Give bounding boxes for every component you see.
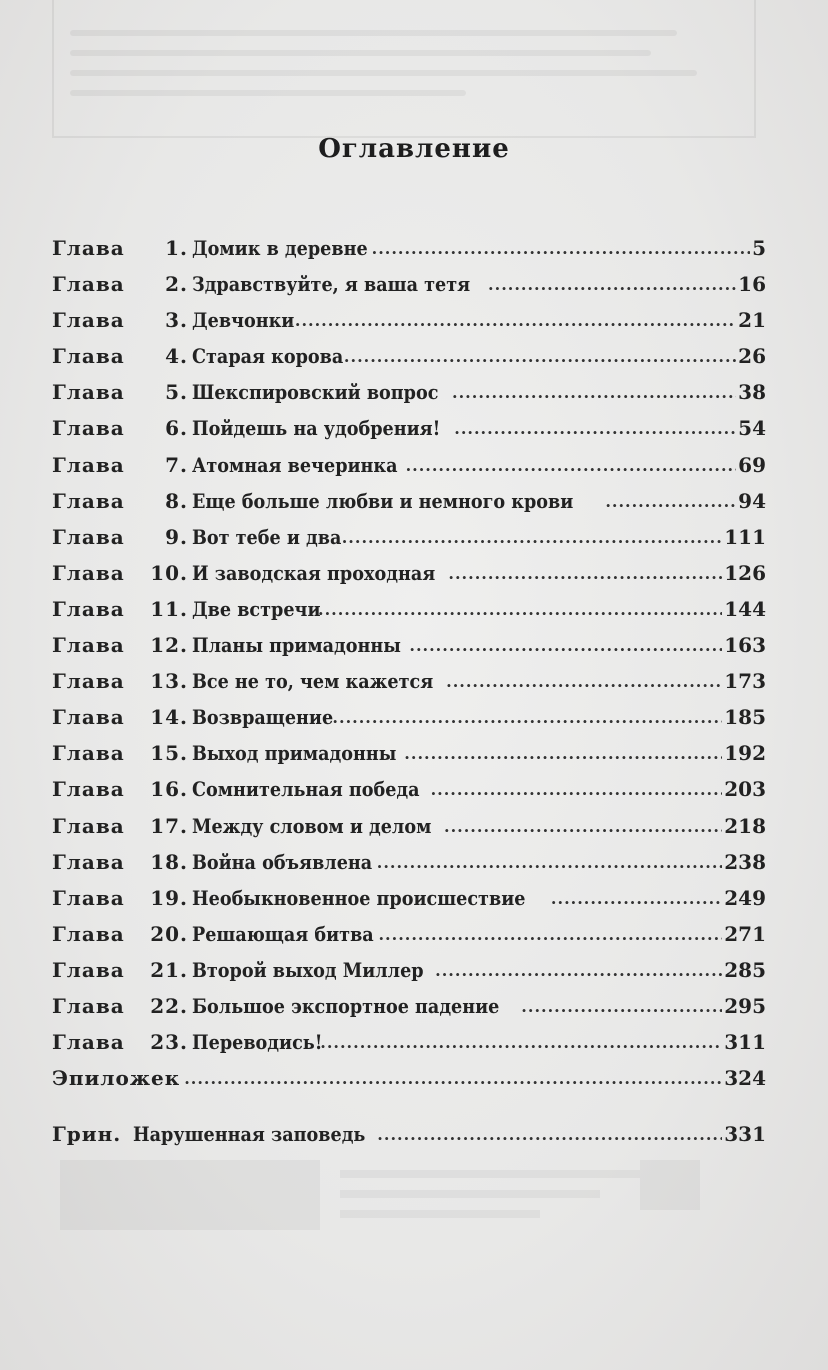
chapter-title: Возвращение <box>192 705 334 730</box>
entry-label <box>52 633 192 657</box>
table-of-contents <box>52 236 766 1158</box>
leader-dots <box>377 853 722 872</box>
chapter-title: Здравствуйте, я ваша тетя <box>192 272 471 297</box>
entry-label <box>52 1122 121 1146</box>
chapter-title: Решающая битва <box>192 921 374 946</box>
entry-label <box>52 705 192 729</box>
entry-label <box>52 1030 192 1054</box>
toc-entry <box>52 236 766 272</box>
leader-dots <box>318 600 722 619</box>
chapter-title: Еще больше любви и немного крови <box>192 488 574 513</box>
page-number: 69 <box>738 452 766 477</box>
leader-dots <box>444 817 722 836</box>
chapter-number: 8. <box>165 488 188 513</box>
entry-prefix: Глава <box>52 596 125 621</box>
entry-label <box>52 453 192 477</box>
toc-entry <box>52 814 766 850</box>
leader-dots <box>435 961 722 980</box>
entry-label <box>52 525 192 549</box>
toc-entry <box>52 777 766 813</box>
chapter-title: Сомнительная победа <box>192 777 420 802</box>
leader-dots <box>378 925 722 944</box>
leader-dots <box>342 528 723 547</box>
toc-entry <box>52 453 766 489</box>
page-number: 324 <box>724 1066 766 1091</box>
toc-entry <box>52 525 766 561</box>
chapter-number: 11. <box>150 596 188 621</box>
chapter-title: Все не то, чем кажется <box>192 669 434 694</box>
entry-prefix: Глава <box>52 560 125 585</box>
entry-prefix: Глава <box>52 344 125 369</box>
chapter-title: Вот тебе и два <box>192 524 342 549</box>
chapter-number: 12. <box>150 633 188 658</box>
chapter-title: Домик в деревне <box>192 236 368 260</box>
toc-extra <box>52 1122 766 1158</box>
entry-prefix: Глава <box>52 813 125 838</box>
chapter-title: Второй выход Миллер <box>192 957 424 982</box>
leader-dots <box>605 492 736 511</box>
leader-dots <box>377 1125 722 1144</box>
page-number: 163 <box>724 633 766 658</box>
chapter-title: Пойдешь на удобрения! <box>192 416 441 441</box>
chapter-title: Две встречи <box>192 596 321 621</box>
page-number: 54 <box>738 416 766 441</box>
toc-entry <box>52 380 766 416</box>
chapter-number: 2. <box>165 272 188 297</box>
chapter-title: Старая корова <box>192 344 344 369</box>
chapter-title: Атомная вечеринка <box>192 452 398 477</box>
leader-dots <box>452 383 736 402</box>
show-through-text <box>70 30 730 110</box>
entry-label <box>52 814 192 838</box>
leader-dots <box>454 419 736 438</box>
entry-prefix: Глава <box>52 380 125 405</box>
page-number: 144 <box>724 596 766 621</box>
leader-dots <box>344 347 736 366</box>
entry-label <box>52 922 192 946</box>
page-title: Оглавление <box>318 134 510 164</box>
entry-prefix: Глава <box>52 741 125 766</box>
toc-epilogue <box>52 1066 766 1102</box>
toc-entry <box>52 416 766 452</box>
entry-prefix: Глава <box>52 993 125 1018</box>
page-number: 126 <box>724 560 766 585</box>
page-number: 203 <box>724 777 766 802</box>
page-number: 16 <box>738 272 766 297</box>
toc-entry <box>52 958 766 994</box>
leader-dots <box>332 708 722 727</box>
chapter-title: Шекспировский вопрос <box>192 380 439 405</box>
toc-entry <box>52 1030 766 1066</box>
entry-prefix: Глава <box>52 669 125 694</box>
leader-dots <box>551 889 722 908</box>
entry-label <box>52 1066 180 1090</box>
entry-label <box>52 850 192 874</box>
page-number: 218 <box>724 813 766 838</box>
entry-label <box>52 886 192 910</box>
chapter-number: 21. <box>150 957 188 982</box>
entry-prefix: Грин. <box>52 1122 122 1147</box>
chapter-number: 20. <box>150 921 188 946</box>
leader-dots <box>404 744 722 763</box>
chapter-number: 10. <box>150 560 188 585</box>
chapter-number: 23. <box>150 1030 188 1055</box>
chapter-number: 7. <box>165 452 188 477</box>
chapter-title: Выход примадонны <box>192 741 397 766</box>
chapter-number: 17. <box>150 813 188 838</box>
leader-dots <box>184 1069 722 1088</box>
entry-prefix: Глава <box>52 777 125 802</box>
page-number: 249 <box>724 885 766 910</box>
leader-dots <box>488 275 736 294</box>
entry-prefix: Глава <box>52 885 125 910</box>
page-number: 94 <box>738 488 766 513</box>
chapter-number: 1. <box>165 236 188 260</box>
toc-entry <box>52 633 766 669</box>
leader-dots <box>448 564 722 583</box>
entry-label <box>52 489 192 513</box>
leader-dots <box>372 239 750 258</box>
page-number: 331 <box>724 1122 766 1147</box>
page-number: 111 <box>724 524 766 549</box>
toc-entry <box>52 344 766 380</box>
toc-entry <box>52 850 766 886</box>
entry-label <box>52 416 192 440</box>
chapter-number: 18. <box>150 849 188 874</box>
entry-prefix: Глава <box>52 452 125 477</box>
entry-prefix: Глава <box>52 488 125 513</box>
chapter-title: Переводись! <box>192 1030 323 1055</box>
chapter-number: 9. <box>165 524 188 549</box>
leader-dots <box>288 311 736 330</box>
page-number: 185 <box>724 705 766 730</box>
toc-entry <box>52 669 766 705</box>
entry-prefix: Глава <box>52 236 125 260</box>
entry-prefix: Глава <box>52 272 125 297</box>
chapter-title: Война объявлена <box>192 849 373 874</box>
chapter-number: 14. <box>150 705 188 730</box>
entry-prefix: Глава <box>52 921 125 946</box>
entry-label <box>52 308 192 332</box>
page-number: 285 <box>724 957 766 982</box>
chapter-number: 19. <box>150 885 188 910</box>
entry-prefix: Глава <box>52 416 125 441</box>
toc-entry <box>52 994 766 1030</box>
page-number: 173 <box>724 669 766 694</box>
toc-entry <box>52 489 766 525</box>
entry-prefix: Глава <box>52 524 125 549</box>
page-number: 192 <box>724 741 766 766</box>
toc-entry <box>52 705 766 741</box>
chapter-title: И заводская проходная <box>192 560 436 585</box>
entry-label <box>52 777 192 801</box>
chapter-number: 15. <box>150 741 188 766</box>
entry-prefix: Глава <box>52 1030 125 1055</box>
show-through-imprint <box>60 1160 720 1250</box>
entry-label <box>52 561 192 585</box>
page-number: 5 <box>752 236 766 260</box>
leader-dots <box>431 780 723 799</box>
entry-prefix: Глава <box>52 308 125 333</box>
chapter-number: 22. <box>150 993 188 1018</box>
entry-label <box>52 994 192 1018</box>
leader-dots <box>521 997 722 1016</box>
chapter-title: Необыкновенное происшествие <box>192 885 526 910</box>
toc-entry <box>52 308 766 344</box>
entry-label <box>52 597 192 621</box>
page-number: 26 <box>738 344 766 369</box>
chapter-title: Большое экспортное падение <box>192 993 500 1018</box>
chapter-number: 16. <box>150 777 188 802</box>
leader-dots <box>406 456 737 475</box>
entry-label <box>52 669 192 693</box>
chapter-title: Девчонки <box>192 308 295 333</box>
entry-label <box>52 380 192 404</box>
chapter-title: Планы примадонны <box>192 633 401 658</box>
page-number: 311 <box>724 1030 766 1055</box>
toc-entry <box>52 561 766 597</box>
page-number: 271 <box>724 921 766 946</box>
chapter-number: 5. <box>165 380 188 405</box>
toc-entry <box>52 272 766 308</box>
entry-label <box>52 344 192 368</box>
page-number: 238 <box>724 849 766 874</box>
leader-dots <box>320 1033 722 1052</box>
entry-label <box>52 236 192 260</box>
chapter-title: Между словом и делом <box>192 813 432 838</box>
entry-label <box>52 741 192 765</box>
entry-prefix: Эпиложек <box>52 1066 181 1091</box>
page-number: 295 <box>724 993 766 1018</box>
toc-entry <box>52 597 766 633</box>
leader-dots <box>409 636 722 655</box>
entry-label <box>52 272 192 296</box>
entry-prefix: Глава <box>52 957 125 982</box>
chapter-title: Нарушенная заповедь <box>133 1122 366 1147</box>
chapter-number: 6. <box>165 416 188 441</box>
leader-dots <box>446 672 722 691</box>
chapter-number: 13. <box>150 669 188 694</box>
toc-entry <box>52 922 766 958</box>
toc-entry <box>52 741 766 777</box>
entry-label <box>52 958 192 982</box>
page-number: 21 <box>738 308 766 333</box>
toc-entry <box>52 886 766 922</box>
entry-prefix: Глава <box>52 633 125 658</box>
chapter-number: 4. <box>165 344 188 369</box>
chapter-number: 3. <box>165 308 188 333</box>
entry-prefix: Глава <box>52 849 125 874</box>
page-number: 38 <box>738 380 766 405</box>
entry-prefix: Глава <box>52 705 125 730</box>
